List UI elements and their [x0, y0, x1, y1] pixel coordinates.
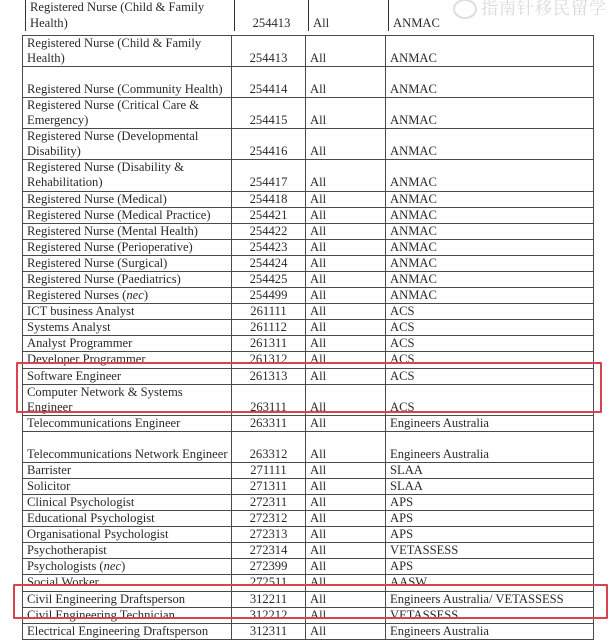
state-cell: All [306, 191, 386, 207]
occupation-cell: Clinical Psychologist [23, 494, 232, 510]
anzsco-code-cell: 254423 [232, 239, 306, 255]
occupation-text: Registered Nurses ( [27, 288, 127, 303]
occupation-cell: Civil Engineering Draftsperson [23, 591, 232, 607]
occupation-cell: Telecommunications Engineer [23, 415, 232, 431]
occupation-text-suffix: ) [121, 559, 126, 574]
table-row [23, 97, 594, 128]
table-row [23, 462, 594, 478]
state-cell: All [306, 160, 386, 191]
state-cell: All [306, 575, 386, 591]
table-row [23, 129, 594, 160]
table-row [23, 239, 594, 255]
state-cell: All [306, 320, 386, 336]
occupation-cell [23, 288, 232, 304]
anzsco-code-cell: 261312 [232, 352, 306, 368]
assessing-authority-cell: SLAA [386, 478, 594, 494]
state-cell: All [306, 431, 386, 462]
anzsco-code-cell: 254416 [232, 129, 306, 160]
state-cell: All [306, 607, 386, 623]
table-row [23, 272, 594, 288]
table-row [23, 304, 594, 320]
state-cell: All [306, 352, 386, 368]
occupation-cell: Registered Nurse (Surgical) [23, 255, 232, 271]
occupation-cell: Software Engineer [23, 368, 232, 384]
watermark [453, 0, 607, 19]
fragment-code: 254413 [235, 0, 309, 31]
assessing-authority-cell: ANMAC [386, 255, 594, 271]
occupation-cell: Developer Programmer [23, 352, 232, 368]
assessing-authority-cell: SLAA [386, 462, 594, 478]
occupation-cell: Registered Nurse (Medical Practice) [23, 207, 232, 223]
state-cell: All [306, 223, 386, 239]
table-row [23, 559, 594, 575]
state-cell: All [306, 207, 386, 223]
assessing-authority-cell: ANMAC [386, 288, 594, 304]
table-row [23, 352, 594, 368]
table-row-highlighted [23, 368, 594, 384]
table-row-highlighted [23, 591, 594, 607]
anzsco-code-cell: 263311 [232, 415, 306, 431]
table-row [23, 415, 594, 431]
assessing-authority-cell: ACS [386, 352, 594, 368]
table-row [23, 543, 594, 559]
state-cell: All [306, 239, 386, 255]
state-cell: All [306, 478, 386, 494]
anzsco-code-cell: 271111 [232, 462, 306, 478]
anzsco-code-cell: 272314 [232, 543, 306, 559]
anzsco-code-cell: 312212 [232, 607, 306, 623]
assessing-authority-cell: ACS [386, 304, 594, 320]
occupation-cell: Systems Analyst [23, 320, 232, 336]
fragment-authority: ANMAC [389, 0, 596, 31]
table-row-highlighted [23, 384, 594, 415]
assessing-authority-cell: ANMAC [386, 239, 594, 255]
state-cell: All [306, 462, 386, 478]
table-row [23, 336, 594, 352]
anzsco-code-cell: 254425 [232, 272, 306, 288]
occupation-text: Psychologists ( [27, 559, 104, 574]
anzsco-code-cell: 272399 [232, 559, 306, 575]
occupation-cell: Registered Nurse (Critical Care & Emergency) [23, 97, 232, 128]
assessing-authority-cell: ANMAC [386, 129, 594, 160]
anzsco-code-cell: 272511 [232, 575, 306, 591]
anzsco-code-cell: 312311 [232, 623, 306, 639]
state-cell: All [306, 559, 386, 575]
assessing-authority-cell: ANMAC [386, 223, 594, 239]
assessing-authority-cell: ACS [386, 336, 594, 352]
occupation-cell: Registered Nurse (Mental Health) [23, 223, 232, 239]
occupation-cell: Psychotherapist [23, 543, 232, 559]
occupation-cell: Registered Nurse (Developmental Disability) [23, 129, 232, 160]
assessing-authority-cell: ANMAC [386, 67, 594, 98]
assessing-authority-cell: APS [386, 559, 594, 575]
assessing-authority-cell: VETASSESS [386, 607, 594, 623]
anzsco-code-cell: 272313 [232, 527, 306, 543]
occupation-cell: Solicitor [23, 478, 232, 494]
occupation-cell: Civil Engineering Technician [23, 607, 232, 623]
occupation-cell: Registered Nurse (Perioperative) [23, 239, 232, 255]
assessing-authority-cell: ANMAC [386, 97, 594, 128]
occupation-cell: Registered Nurse (Community Health) [23, 67, 232, 98]
anzsco-code-cell: 312211 [232, 591, 306, 607]
anzsco-code-cell: 254499 [232, 288, 306, 304]
state-cell: All [306, 384, 386, 415]
occupation-cell: Registered Nurse (Paediatrics) [23, 272, 232, 288]
state-cell: All [306, 543, 386, 559]
nec-abbrev: nec [126, 288, 144, 303]
state-cell: All [306, 623, 386, 639]
state-cell: All [306, 67, 386, 98]
assessing-authority-cell: ANMAC [386, 36, 594, 67]
anzsco-code-cell: 254417 [232, 160, 306, 191]
state-cell: All [306, 494, 386, 510]
table-row [23, 36, 594, 67]
anzsco-code-cell: 254418 [232, 191, 306, 207]
anzsco-code-cell: 261111 [232, 304, 306, 320]
speech-bubble-logo-icon [453, 0, 477, 19]
table-row [23, 575, 594, 591]
anzsco-code-cell: 254424 [232, 255, 306, 271]
occupation-cell: Barrister [23, 462, 232, 478]
occupation-cell: Computer Network & Systems Engineer [23, 384, 232, 415]
anzsco-code-cell: 261313 [232, 368, 306, 384]
occupation-text-suffix: ) [143, 288, 149, 303]
state-cell: All [306, 511, 386, 527]
table-row [23, 623, 594, 639]
state-cell: All [306, 97, 386, 128]
anzsco-code-cell: 261311 [232, 336, 306, 352]
assessing-authority-cell: ANMAC [386, 191, 594, 207]
state-cell: All [306, 36, 386, 67]
state-cell: All [306, 527, 386, 543]
table-row [23, 160, 594, 191]
anzsco-code-cell: 261112 [232, 320, 306, 336]
nec-abbrev: nec [103, 559, 122, 574]
state-cell: All [306, 288, 386, 304]
assessing-authority-cell: APS [386, 494, 594, 510]
assessing-authority-cell: Engineers Australia [386, 623, 594, 639]
table-row [23, 320, 594, 336]
anzsco-code-cell: 254413 [232, 36, 306, 67]
assessing-authority-cell: VETASSESS [386, 543, 594, 559]
assessing-authority-cell: APS [386, 527, 594, 543]
occupation-cell [23, 559, 232, 575]
anzsco-code-cell: 254414 [232, 67, 306, 98]
table-row [23, 223, 594, 239]
assessing-authority-cell: Engineers Australia [386, 415, 594, 431]
state-cell: All [306, 336, 386, 352]
occupation-cell: Registered Nurse (Disability & Rehabilitation) [23, 160, 232, 191]
occupation-cell: Telecommunications Network Engineer [23, 431, 232, 462]
state-cell: All [306, 304, 386, 320]
assessing-authority-cell: ANMAC [386, 207, 594, 223]
state-cell: All [306, 415, 386, 431]
assessing-authority-cell: ACS [386, 368, 594, 384]
fragment-occupation: Registered Nurse (Child & Family Health) [26, 0, 235, 31]
state-cell: All [306, 591, 386, 607]
assessing-authority-cell: Engineers Australia [386, 431, 594, 462]
assessing-authority-cell: ACS [386, 320, 594, 336]
anzsco-code-cell: 271311 [232, 478, 306, 494]
occupation-table [22, 35, 593, 640]
state-cell: All [306, 272, 386, 288]
occupation-cell: ICT business Analyst [23, 304, 232, 320]
occupation-cell: Social Worker [23, 575, 232, 591]
occupation-cell: Analyst Programmer [23, 336, 232, 352]
table-row [23, 288, 594, 304]
table-row [23, 527, 594, 543]
table-row [23, 255, 594, 271]
anzsco-code-cell: 272312 [232, 511, 306, 527]
watermark-text: 指南针移民留学 [481, 0, 607, 19]
table-row [23, 494, 594, 510]
anzsco-code-cell: 254415 [232, 97, 306, 128]
occupation-cell: Registered Nurse (Child & Family Health) [23, 36, 232, 67]
table-row [23, 207, 594, 223]
table-row [23, 478, 594, 494]
assessing-authority-cell: APS [386, 511, 594, 527]
occupation-cell: Organisational Psychologist [23, 527, 232, 543]
occupation-cell: Registered Nurse (Medical) [23, 191, 232, 207]
table-row [23, 191, 594, 207]
anzsco-code-cell: 272311 [232, 494, 306, 510]
state-cell: All [306, 368, 386, 384]
state-cell: All [306, 129, 386, 160]
table-row [23, 511, 594, 527]
anzsco-code-cell: 263111 [232, 384, 306, 415]
assessing-authority-cell: ACS [386, 384, 594, 415]
assessing-authority-cell: Engineers Australia/ VETASSESS [386, 591, 594, 607]
anzsco-code-cell: 254422 [232, 223, 306, 239]
fragment-state: All [309, 0, 389, 31]
assessing-authority-cell: AASW [386, 575, 594, 591]
anzsco-code-cell: 254421 [232, 207, 306, 223]
anzsco-code-cell: 263312 [232, 431, 306, 462]
occupation-cell: Educational Psychologist [23, 511, 232, 527]
occupation-cell: Electrical Engineering Draftsperson [23, 623, 232, 639]
assessing-authority-cell: ANMAC [386, 160, 594, 191]
assessing-authority-cell: ANMAC [386, 272, 594, 288]
table-row [23, 67, 594, 98]
state-cell: All [306, 255, 386, 271]
table-row [23, 431, 594, 462]
